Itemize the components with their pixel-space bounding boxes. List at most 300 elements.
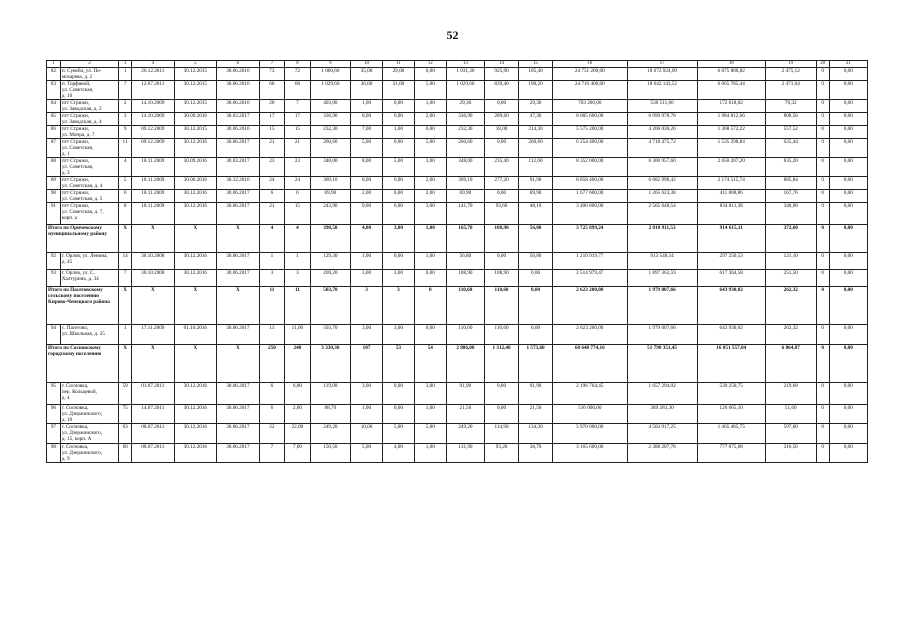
subtotal-label: Итого по Сосновскому городскому поселению <box>47 345 119 383</box>
column-number-cell: 3 <box>119 61 132 68</box>
table-cell: 1 979 007,66 <box>627 287 697 325</box>
table-cell: 11 <box>119 139 132 158</box>
table-cell: 0,00 <box>414 270 446 287</box>
table-cell: 09.12.2009 <box>132 126 175 139</box>
table-cell: 0 <box>816 100 829 113</box>
table-cell: 30.12.2015 <box>174 68 217 81</box>
table-cell: 68 648 774,16 <box>553 345 627 383</box>
table-cell: 1,00 <box>414 253 446 270</box>
address-cell: пгт Стрижи, ул. Советская, д. 5 <box>60 190 118 203</box>
table-cell: 6 <box>285 190 311 203</box>
table-cell: 30.12.2016 <box>174 444 217 463</box>
table-cell: 14.10.2009 <box>132 113 175 126</box>
column-number-cell: 15 <box>519 61 553 68</box>
table-cell: 108,90 <box>485 270 519 287</box>
column-number-cell: 21 <box>829 61 867 68</box>
table-cell: 703 200,00 <box>553 100 627 113</box>
table-cell: 150,50 <box>310 444 350 463</box>
table-cell: 107 <box>351 345 383 383</box>
table-row <box>47 405 868 424</box>
column-number-cell: 14 <box>485 61 519 68</box>
address-cell: г. Сосновка, пер. Кольцевой, д. 4 <box>60 383 118 405</box>
column-number-cell: 13 <box>446 61 484 68</box>
table-cell: 914 615,11 <box>697 225 765 253</box>
table-cell: 48,10 <box>519 203 553 225</box>
table-cell: 232,30 <box>446 126 484 139</box>
table-cell: 8,00 <box>351 158 383 177</box>
table-cell: 834 811,38 <box>697 203 765 225</box>
table-cell: 0 <box>816 139 829 158</box>
table-cell: 0,00 <box>829 225 867 253</box>
table-cell: 1 <box>119 325 132 345</box>
table-cell: 30.06.2016 <box>217 81 260 100</box>
table-cell: 93,60 <box>485 203 519 225</box>
table-cell: 6,00 <box>414 126 446 139</box>
table-cell: 30.12.2015 <box>174 100 217 113</box>
table-cell: 83 <box>47 81 61 100</box>
table-cell: 0 <box>816 345 829 383</box>
table-cell: 30.03.2017 <box>217 158 260 177</box>
address-cell: пгт Стрижи, ул. Советская, д. 7, корп. а <box>60 203 118 225</box>
table-cell: 369,10 <box>446 177 484 190</box>
table-cell: 21 <box>285 139 311 158</box>
table-cell: 11 <box>285 287 311 325</box>
table-cell: 30.06.2017 <box>217 190 260 203</box>
table-cell: 51 790 351,45 <box>627 345 697 383</box>
table-cell: 0,00 <box>382 383 414 405</box>
table-cell: 530 511,66 <box>627 100 697 113</box>
table-cell: 108,90 <box>446 270 484 287</box>
table-cell: 30.12.2016 <box>174 383 217 405</box>
table-cell: 94 <box>47 325 61 345</box>
address-cell: г. Сосновка, ул. Дзержинского, д. 15, корп. А <box>60 424 118 444</box>
table-cell: 110,60 <box>485 287 519 325</box>
table-cell: 88 <box>47 158 61 177</box>
table-cell: 110,60 <box>446 287 484 325</box>
table-cell: 232,30 <box>310 126 350 139</box>
table-cell: 24 <box>259 177 285 190</box>
table-cell: 0 <box>816 126 829 139</box>
table-cell: 30.12.2015 <box>174 81 217 100</box>
table-cell: 0,00 <box>829 68 867 81</box>
table-cell: 0,00 <box>382 190 414 203</box>
table-cell: 0,00 <box>382 253 414 270</box>
table-cell: 30.12.2016 <box>174 203 217 225</box>
table-cell: 30.12.2016 <box>174 405 217 424</box>
table-cell: 1,00 <box>414 100 446 113</box>
table-cell: 1,00 <box>414 405 446 424</box>
address-cell: пгт Стрижи, ул. Заводская, д. 4 <box>60 113 118 126</box>
table-cell: X <box>217 287 260 325</box>
table-cell: 6 300 957,60 <box>627 158 697 177</box>
table-cell: 3,00 <box>351 383 383 405</box>
table-cell: 0,00 <box>382 139 414 158</box>
table-cell: 0,00 <box>829 158 867 177</box>
table-cell: 92 <box>47 253 61 270</box>
address-cell: г. Орлов, ул. Ленина, д. 45 <box>60 253 118 270</box>
table-cell: 7,00 <box>351 126 383 139</box>
address-cell: п. Сувейл, ул. По- мскарева, д. 2 <box>60 68 118 81</box>
subtotal-row <box>47 287 868 325</box>
table-row <box>47 325 868 345</box>
table-cell: 6 864,87 <box>765 345 816 383</box>
table-cell: 4 <box>259 225 285 253</box>
table-cell: 7 <box>285 100 311 113</box>
table-cell: X <box>132 287 175 325</box>
table-cell: 1 677 600,00 <box>553 190 627 203</box>
table-cell: 190,20 <box>519 81 553 100</box>
table-cell: 4 503 917,25 <box>627 424 697 444</box>
table-cell: 11 <box>259 287 285 325</box>
table-cell: 336,90 <box>446 113 484 126</box>
table-cell: 7 <box>119 81 132 100</box>
table-cell: 925,90 <box>485 68 519 81</box>
table-cell: 0 <box>816 325 829 345</box>
table-cell: 0 <box>816 405 829 424</box>
table-cell: 28 <box>259 100 285 113</box>
table-cell: 557,52 <box>765 126 816 139</box>
table-row <box>47 100 868 113</box>
table-cell: 30.06.2017 <box>217 325 260 345</box>
table-cell: 6 <box>119 190 132 203</box>
table-cell: X <box>217 225 260 253</box>
table-cell: 91 <box>47 203 61 225</box>
table-cell: 3 725 899,24 <box>553 225 627 253</box>
table-cell: 6,00 <box>382 203 414 225</box>
table-cell: 30.06.2017 <box>217 405 260 424</box>
table-cell: 2,00 <box>414 190 446 203</box>
table-cell: 1 210 919,77 <box>553 253 627 270</box>
table-cell: 30.12.2016 <box>174 424 217 444</box>
table-cell: 2 174 515,74 <box>697 177 765 190</box>
table-cell: 0,00 <box>485 383 519 405</box>
table-cell: 1 265 623,38 <box>627 190 697 203</box>
table-cell: 617 364,58 <box>697 270 765 287</box>
table-cell: 0,00 <box>382 100 414 113</box>
table-row <box>47 177 868 190</box>
table-cell: 01.07.2011 <box>132 383 175 405</box>
table-cell: 53 <box>382 345 414 383</box>
table-cell: 1 465 485,75 <box>697 424 765 444</box>
table-cell: 121,10 <box>765 253 816 270</box>
table-cell: 126 665,10 <box>697 405 765 424</box>
table-cell: 7 <box>119 270 132 287</box>
table-cell: 110,60 <box>446 325 484 345</box>
table-cell: 30.06.2017 <box>217 270 260 287</box>
table-cell: 21 <box>259 203 285 225</box>
table-cell: 22 <box>259 424 285 444</box>
table-cell: 0 <box>816 113 829 126</box>
table-cell: 6 682 998,42 <box>627 177 697 190</box>
column-number-cell: 4 <box>132 61 175 68</box>
table-cell: 0,00 <box>829 383 867 405</box>
table-cell: 30.09.2016 <box>174 113 217 126</box>
table-cell: 0 <box>816 287 829 325</box>
table-cell: 3,00 <box>382 225 414 253</box>
table-cell: 3,00 <box>351 325 383 345</box>
table-cell: 625,44 <box>765 139 816 158</box>
column-number-cell: 5 <box>174 61 217 68</box>
table-cell: 2,00 <box>285 405 311 424</box>
table-cell: 1,00 <box>351 405 383 424</box>
table-cell: X <box>132 345 175 383</box>
table-cell: 0,00 <box>829 139 867 158</box>
table-cell: 11,00 <box>285 325 311 345</box>
table-cell: 0,00 <box>829 345 867 383</box>
table-cell: 1,00 <box>414 225 446 253</box>
table-cell: 26.12.2011 <box>132 68 175 81</box>
table-cell: 835,20 <box>765 158 816 177</box>
table-cell: 70,32 <box>765 100 816 113</box>
table-cell: 30.06.2016 <box>217 68 260 81</box>
table-cell: 0 <box>816 253 829 270</box>
table-cell: 16 851 557,84 <box>697 345 765 383</box>
table-cell: 6,00 <box>382 177 414 190</box>
table-cell: 3 <box>259 270 285 287</box>
page-number: 52 <box>446 28 459 42</box>
table-row <box>47 126 868 139</box>
table-cell: 5,00 <box>351 444 383 463</box>
table-cell: 260,60 <box>310 139 350 158</box>
table-cell: 30.12.2016 <box>174 270 217 287</box>
column-number-cell: 18 <box>697 61 765 68</box>
table-cell: 172 618,02 <box>697 100 765 113</box>
table-cell: 1,00 <box>382 126 414 139</box>
table-cell: 01.10.2016 <box>174 325 217 345</box>
table-cell: 0 <box>816 190 829 203</box>
table-cell: 91,90 <box>519 383 553 405</box>
subtotal-row <box>47 345 868 383</box>
table-cell: 131,90 <box>446 444 484 463</box>
table-cell: 2,00 <box>414 113 446 126</box>
table-cell: 2 050 207,20 <box>697 158 765 177</box>
table-cell: 0,00 <box>485 405 519 424</box>
table-cell: 0,00 <box>829 444 867 463</box>
table-row <box>47 383 868 405</box>
table-cell: 85 <box>47 113 61 126</box>
table-cell: 0 <box>816 203 829 225</box>
table-cell: 5 575 200,00 <box>553 126 627 139</box>
table-cell: 30.12.2016 <box>174 139 217 158</box>
table-cell: 18,00 <box>485 126 519 139</box>
table-cell: 110,60 <box>485 325 519 345</box>
address-cell: пгт Стрижи, ул. Советская, д. 3 <box>60 158 118 177</box>
table-cell: 91,90 <box>446 383 484 405</box>
table-cell: 1 029,60 <box>310 81 350 100</box>
table-cell: 0 <box>816 444 829 463</box>
table-cell: 6 <box>259 190 285 203</box>
address-cell: г. Сосновка, ул. Дзержинского, д. 10 <box>60 405 118 424</box>
table-cell: 105,40 <box>519 68 553 81</box>
table-cell: 23 <box>259 158 285 177</box>
table-cell: 1 029,60 <box>446 81 484 100</box>
address-cell: пгт Стрижи, ул. Советская, д. 1 <box>60 139 118 158</box>
table-cell: 3,00 <box>351 270 383 287</box>
table-cell: 54 <box>414 345 446 383</box>
table-cell: 839,40 <box>485 81 519 100</box>
table-cell: 10,00 <box>351 424 383 444</box>
subtotal-label: Итого по Пасеговскому сельскому поселению Кирово-Чепецкого района <box>47 287 119 325</box>
table-cell: 243,90 <box>310 203 350 225</box>
table-cell: 539 250,75 <box>697 383 765 405</box>
table-cell: 30.10.2008 <box>132 253 175 270</box>
table-row <box>47 253 868 270</box>
table-cell: 15 <box>285 126 311 139</box>
table-cell: 1 <box>119 68 132 81</box>
column-number-cell: 19 <box>765 61 816 68</box>
table-cell: 1 979 007,66 <box>627 325 697 345</box>
table-cell: 82 <box>47 68 61 81</box>
table-cell: 1,00 <box>351 253 383 270</box>
table-cell: 96 <box>47 405 61 424</box>
table-cell: 4 718 475,72 <box>627 139 697 158</box>
table-cell: 6,00 <box>285 383 311 405</box>
table-cell: 1 897 362,59 <box>627 270 697 287</box>
table-cell: 30.06.2017 <box>217 139 260 158</box>
table-cell: 24 710 400,00 <box>553 81 627 100</box>
table-cell: 3 <box>382 287 414 325</box>
column-number-cell: 16 <box>553 61 627 68</box>
table-cell: 262,32 <box>765 287 816 325</box>
table-row <box>47 190 868 203</box>
table-cell: 235,40 <box>485 158 519 177</box>
table-cell: 18.11.2009 <box>132 203 175 225</box>
table-cell: 6 254 400,00 <box>553 139 627 158</box>
table-cell: 4 <box>285 225 311 253</box>
table-cell: 95 <box>47 383 61 405</box>
table-cell: 31,00 <box>382 81 414 100</box>
table-cell: 47,30 <box>519 113 553 126</box>
table-cell: 0,00 <box>485 253 519 270</box>
data-table <box>46 60 868 463</box>
table-cell: 0,00 <box>829 424 867 444</box>
table-cell: 411 808,86 <box>697 190 765 203</box>
table-cell: 18 672 924,09 <box>627 68 697 81</box>
table-cell: 29,30 <box>446 100 484 113</box>
table-cell: 56,80 <box>446 253 484 270</box>
table-cell: 2 514 979,47 <box>553 270 627 287</box>
table-cell: 2 565 648,54 <box>627 203 697 225</box>
table-cell: 0,00 <box>829 100 867 113</box>
table-cell: X <box>217 345 260 383</box>
table-cell: 30.12.2015 <box>174 126 217 139</box>
subtotal-row <box>47 225 868 253</box>
table-cell: 75 <box>119 405 132 424</box>
table-cell: 2,00 <box>414 177 446 190</box>
table-cell: 372,60 <box>765 225 816 253</box>
table-cell: 86 <box>47 126 61 139</box>
table-cell: 5,00 <box>382 424 414 444</box>
column-number-cell: 11 <box>382 61 414 68</box>
table-cell: 3 <box>119 113 132 126</box>
table-cell: 597,00 <box>765 424 816 444</box>
table-cell: 0,00 <box>485 190 519 203</box>
table-cell: X <box>132 225 175 253</box>
table-cell: 0,00 <box>829 270 867 287</box>
table-cell: 5,00 <box>351 139 383 158</box>
table-cell: 30.06.2017 <box>217 203 260 225</box>
table-cell: 5,00 <box>414 139 446 158</box>
table-cell: 1 984 812,66 <box>697 113 765 126</box>
table-cell: 3,00 <box>382 325 414 345</box>
address-cell: г. Сосновка, ул. Дзержинского, д. 9 <box>60 444 118 463</box>
column-number-cell: 9 <box>310 61 350 68</box>
table-cell: X <box>174 345 217 383</box>
table-cell: 0 <box>816 68 829 81</box>
table-cell: 24 751 200,00 <box>553 68 627 81</box>
table-cell: 1 031,30 <box>446 68 484 81</box>
table-cell: 2 475,12 <box>765 68 816 81</box>
table-row <box>47 444 868 463</box>
table-cell: 17.11.2009 <box>132 325 175 345</box>
table-cell: X <box>174 225 217 253</box>
table-cell: 0 <box>816 158 829 177</box>
table-cell: 112,60 <box>519 158 553 177</box>
table-cell: 69,90 <box>446 190 484 203</box>
table-cell: 8 858 400,00 <box>553 177 627 190</box>
table-cell: 369,10 <box>310 177 350 190</box>
table-cell: 35,00 <box>351 68 383 81</box>
table-cell: 0,00 <box>519 325 553 345</box>
table-cell: 8,00 <box>351 177 383 190</box>
table-cell: 0 <box>816 81 829 100</box>
column-number-row <box>47 61 868 68</box>
table-cell: 90 <box>47 190 61 203</box>
table-cell: 6 <box>259 405 285 424</box>
table-cell: 0,00 <box>829 325 867 345</box>
table-cell: 340,08 <box>765 203 816 225</box>
table-cell: X <box>119 225 132 253</box>
table-cell: 18.11.2009 <box>132 158 175 177</box>
column-number-cell: 2 <box>60 61 118 68</box>
table-cell: 5 970 000,00 <box>553 424 627 444</box>
table-cell: 30.06.2016 <box>217 126 260 139</box>
table-cell: 14 <box>119 253 132 270</box>
table-cell: 6,00 <box>414 68 446 81</box>
table-cell: 119,00 <box>310 383 350 405</box>
table-row <box>47 270 868 287</box>
column-number-cell: 7 <box>259 61 285 68</box>
table-cell: 0,00 <box>829 190 867 203</box>
table-cell: 129,30 <box>310 253 350 270</box>
table-cell: 2 623 200,00 <box>553 287 627 325</box>
column-number-cell: 20 <box>816 61 829 68</box>
table-cell: 18 642 143,52 <box>627 81 697 100</box>
table-cell: 260,60 <box>519 139 553 158</box>
table-cell: 8 <box>119 203 132 225</box>
table-cell: 251,50 <box>765 270 816 287</box>
table-cell: 0,00 <box>829 253 867 270</box>
table-cell: 30.06.2017 <box>217 253 260 270</box>
table-cell: 68 <box>285 81 311 100</box>
table-cell: 30.06.2017 <box>217 444 260 463</box>
table-cell: 30.10.2008 <box>132 270 175 287</box>
table-cell: 8 085 600,00 <box>553 113 627 126</box>
table-cell: 0,00 <box>414 325 446 345</box>
subtotal-label: Итого по Оричевскому муниципальному району <box>47 225 119 253</box>
table-cell: 3 <box>351 287 383 325</box>
table-cell: 14.10.2009 <box>132 100 175 113</box>
table-cell: 114,90 <box>485 424 519 444</box>
table-cell: 08.07.2011 <box>132 424 175 444</box>
table-cell: 0 <box>816 424 829 444</box>
table-cell: 21,50 <box>446 405 484 424</box>
table-cell: 108,90 <box>485 225 519 253</box>
table-cell: 403,00 <box>310 100 350 113</box>
table-cell: 134,30 <box>519 424 553 444</box>
table-cell: 29,00 <box>382 68 414 81</box>
table-cell: 3 <box>285 270 311 287</box>
